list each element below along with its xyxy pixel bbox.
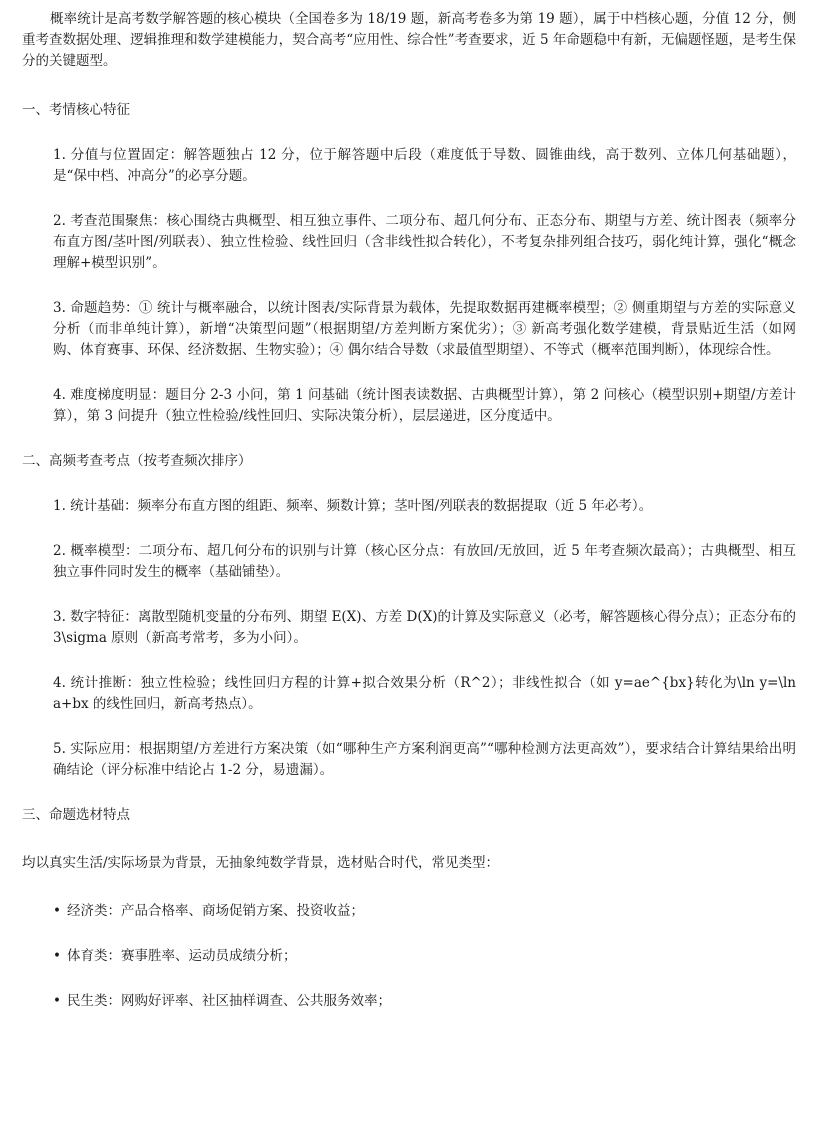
section-2-item-5: 5. 实际应用：根据期望/方差进行方案决策（如“哪种生产方案利润更高”“哪种检测方法更高效”），要求结合计算结果给出明确结论（评分标准中结论占 1-2 分，易遗漏）。: [53, 741, 796, 778]
bullet-dot: •: [53, 993, 61, 1009]
bullet-dot: •: [53, 948, 61, 964]
section-3-lead: 均以真实生活/实际场景为背景，无抽象纯数学背景，选材贴合时代，常见类型：: [22, 855, 500, 871]
section-2-item-1: 1. 统计基础：频率分布直方图的组距、频率、频数计算；茎叶图/列联表的数据提取（近 5 年必考）。: [53, 498, 653, 514]
section-2-item-2: 2. 概率模型：二项分布、超几何分布的识别与计算（核心区分点：有放回/无放回，近 5 年考查频次最高）；古典概型、相互独立事件同时发生的概率（基础铺垫）。: [53, 543, 796, 580]
section-3-bullet-2: [22, 946, 796, 967]
section-1-item-3: 3. 命题趋势：① 统计与概率融合，以统计图表/实际背景为载体，先提取数据再建概率模型；② 侧重期望与方差的实际意义分析（而非单纯计算），新增“决策型问题”（根据期望/方差判断方案优劣）；③ 新高考强化数学建模，背景贴近生活（如网购、体育赛事、环保、经济数据、生物实验）；④ 偶尔结合导数（求最值型期望）、不等式（概率范围判断），体现综合性。: [53, 300, 796, 358]
section-1-item-2: 2. 考查范围聚焦：核心围绕古典概型、相互独立事件、二项分布、超几何分布、正态分布、期望与方差、统计图表（频率分布直方图/茎叶图/列联表）、独立性检验、线性回归（含非线性拟合转化），不考复杂排列组合技巧，弱化纯计算，强化“概念理解+模型识别”。: [53, 213, 796, 271]
bullet-dot: •: [53, 903, 61, 919]
section-2-item-3: 3. 数字特征：离散型随机变量的分布列、期望 E(X)、方差 D(X)的计算及实际意义（必考，解答题核心得分点）；正态分布的 3\sigma 原则（新高考常考，多为小问）。: [53, 609, 796, 646]
bullet-text: 经济类：产品合格率、商场促销方案、投资收益；: [67, 903, 364, 919]
section-3-bullet-1: [22, 901, 796, 922]
bullet-text: 体育类：赛事胜率、运动员成绩分析；: [67, 948, 297, 964]
bullet-text: 民生类：网购好评率、社区抽样调查、公共服务效率；: [67, 993, 391, 1009]
section-2-item-4: 4. 统计推断：独立性检验；线性回归方程的计算+拟合效果分析（R^2）；非线性拟合（如 y=ae^{bx}转化为\ln y=\ln a+bx 的线性回归，新高考热点）。: [53, 675, 796, 712]
section-1-item-4: 4. 难度梯度明显：题目分 2-3 小问，第 1 问基础（统计图表读数据、古典概型计算），第 2 问核心（模型识别+期望/方差计算），第 3 问提升（独立性检验/线性回归、实际决策分析），层层递进，区分度适中。: [53, 387, 796, 424]
section-3-heading: 三、命题选材特点: [22, 807, 130, 823]
intro-paragraph: 概率统计是高考数学解答题的核心模块（全国卷多为 18/19 题，新高考卷多为第 19 题），属于中档核心题，分值 12 分，侧重考查数据处理、逻辑推理和数学建模能力，契合高考“应用性、综合性”考查要求，近 5 年命题稳中有新，无偏题怪题，是考生保分的关键题型。: [22, 11, 796, 69]
section-1-item-1: 1. 分值与位置固定：解答题独占 12 分，位于解答题中后段（难度低于导数、圆锥曲线，高于数列、立体几何基础题），是“保中档、冲高分”的必享分题。: [53, 147, 796, 184]
section-2-heading: 二、高频考查考点（按考查频次排序）: [22, 453, 252, 469]
section-3-bullet-3: [22, 991, 796, 1012]
section-1-heading: 一、考情核心特征: [22, 102, 130, 118]
